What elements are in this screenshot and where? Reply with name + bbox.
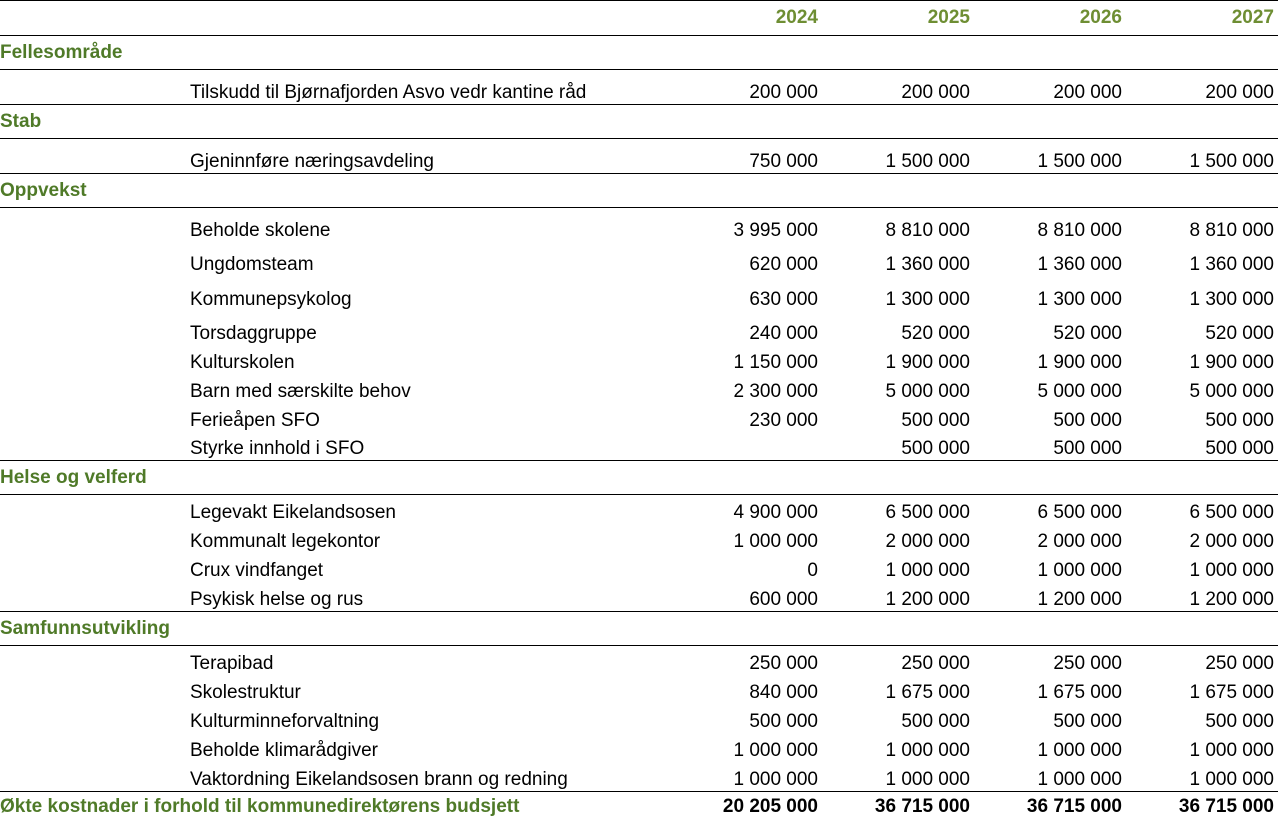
table-row [0,762,1278,792]
total-label: Økte kostnader i forhold til kommunedirektørens budsjett [0,792,670,821]
indent-cell [0,139,190,174]
table-row [0,374,1278,403]
table-row [0,70,1278,105]
indent-cell [0,432,190,461]
section-row [0,36,1278,70]
table-row [0,208,1278,243]
item-label: Barn med særskilte behov [190,374,670,403]
amount-cell: 500 000 [822,704,974,733]
table-row [0,582,1278,612]
amount-cell: 1 000 000 [974,762,1126,792]
amount-cell: 1 000 000 [822,733,974,762]
amount-cell: 6 500 000 [1126,495,1278,525]
item-label: Psykisk helse og rus [190,582,670,612]
indent-cell [0,495,190,525]
amount-cell: 620 000 [670,242,822,276]
item-label: Legevakt Eikelandsosen [190,495,670,525]
amount-cell: 1 000 000 [974,733,1126,762]
amount-cell: 1 000 000 [670,524,822,553]
amount-cell: 2 300 000 [670,374,822,403]
table-row [0,646,1278,676]
table-row [0,432,1278,461]
indent-cell [0,704,190,733]
section-title: Oppvekst [0,174,1278,208]
item-label: Crux vindfanget [190,553,670,582]
amount-cell: 1 675 000 [822,675,974,704]
item-label: Ferieåpen SFO [190,403,670,432]
amount-cell: 1 000 000 [670,733,822,762]
amount-cell: 1 900 000 [822,345,974,374]
amount-cell: 8 810 000 [1126,208,1278,243]
amount-cell: 8 810 000 [822,208,974,243]
amount-cell: 1 900 000 [1126,345,1278,374]
total-amount-cell: 36 715 000 [1126,792,1278,821]
amount-cell: 230 000 [670,403,822,432]
amount-cell: 1 000 000 [1126,733,1278,762]
indent-cell [0,311,190,345]
amount-cell: 1 000 000 [670,762,822,792]
item-label: Styrke innhold i SFO [190,432,670,461]
item-label: Vaktordning Eikelandsosen brann og redning [190,762,670,792]
amount-cell: 500 000 [1126,403,1278,432]
amount-cell: 630 000 [670,276,822,311]
indent-cell [0,70,190,105]
table-row [0,403,1278,432]
amount-cell: 1 000 000 [974,553,1126,582]
amount-cell: 5 000 000 [822,374,974,403]
amount-cell: 0 [670,553,822,582]
table-row [0,311,1278,345]
amount-cell: 1 200 000 [1126,582,1278,612]
indent-cell [0,553,190,582]
indent-cell [0,646,190,676]
indent-cell [0,403,190,432]
amount-cell: 8 810 000 [974,208,1126,243]
amount-cell: 250 000 [1126,646,1278,676]
amount-cell: 600 000 [670,582,822,612]
amount-cell: 1 500 000 [822,139,974,174]
amount-cell: 240 000 [670,311,822,345]
amount-cell: 1 000 000 [822,762,974,792]
item-label: Kommunalt legekontor [190,524,670,553]
section-row [0,105,1278,139]
amount-cell: 1 500 000 [974,139,1126,174]
indent-cell [0,524,190,553]
year-header: 2027 [1126,1,1278,36]
total-row [0,792,1278,821]
amount-cell [670,432,822,461]
item-label: Tilskudd til Bjørnafjorden Asvo vedr kantine råd [190,70,670,105]
amount-cell: 500 000 [822,403,974,432]
amount-cell: 5 000 000 [974,374,1126,403]
item-label: Kulturskolen [190,345,670,374]
item-label: Kulturminneforvaltning [190,704,670,733]
item-label: Terapibad [190,646,670,676]
header-blank-cell [190,1,670,36]
amount-cell: 500 000 [974,403,1126,432]
amount-cell: 1 200 000 [974,582,1126,612]
indent-cell [0,762,190,792]
section-row [0,461,1278,495]
table-row [0,139,1278,174]
year-header: 2024 [670,1,822,36]
amount-cell: 6 500 000 [974,495,1126,525]
table-body [0,1,1278,821]
amount-cell: 1 360 000 [974,242,1126,276]
amount-cell: 1 675 000 [974,675,1126,704]
amount-cell: 200 000 [822,70,974,105]
indent-cell [0,276,190,311]
amount-cell: 520 000 [822,311,974,345]
amount-cell: 1 500 000 [1126,139,1278,174]
section-title: Fellesområde [0,36,1278,70]
amount-cell: 1 360 000 [822,242,974,276]
item-label: Kommunepsykolog [190,276,670,311]
amount-cell: 6 500 000 [822,495,974,525]
amount-cell: 500 000 [670,704,822,733]
table-row [0,704,1278,733]
amount-cell: 2 000 000 [822,524,974,553]
section-title: Helse og velferd [0,461,1278,495]
amount-cell: 200 000 [974,70,1126,105]
item-label: Beholde klimarådgiver [190,733,670,762]
total-amount-cell: 36 715 000 [822,792,974,821]
amount-cell: 5 000 000 [1126,374,1278,403]
header-row [0,1,1278,36]
item-label: Gjeninnføre næringsavdeling [190,139,670,174]
amount-cell: 1 000 000 [822,553,974,582]
amount-cell: 500 000 [1126,432,1278,461]
table-row [0,495,1278,525]
amount-cell: 520 000 [974,311,1126,345]
amount-cell: 500 000 [974,704,1126,733]
amount-cell: 1 300 000 [822,276,974,311]
year-header: 2026 [974,1,1126,36]
section-title: Samfunnsutvikling [0,612,1278,646]
amount-cell: 1 300 000 [1126,276,1278,311]
amount-cell: 1 675 000 [1126,675,1278,704]
amount-cell: 1 900 000 [974,345,1126,374]
indent-cell [0,675,190,704]
amount-cell: 250 000 [670,646,822,676]
amount-cell: 1 300 000 [974,276,1126,311]
amount-cell: 500 000 [974,432,1126,461]
amount-cell: 1 000 000 [1126,553,1278,582]
table-row [0,345,1278,374]
amount-cell: 500 000 [1126,704,1278,733]
item-label: Ungdomsteam [190,242,670,276]
table-row [0,675,1278,704]
amount-cell: 3 995 000 [670,208,822,243]
amount-cell: 250 000 [974,646,1126,676]
amount-cell: 1 360 000 [1126,242,1278,276]
item-label: Skolestruktur [190,675,670,704]
amount-cell: 500 000 [822,432,974,461]
indent-cell [0,733,190,762]
total-amount-cell: 36 715 000 [974,792,1126,821]
amount-cell: 750 000 [670,139,822,174]
amount-cell: 2 000 000 [974,524,1126,553]
indent-cell [0,582,190,612]
amount-cell: 520 000 [1126,311,1278,345]
table-row [0,553,1278,582]
indent-cell [0,242,190,276]
table-row [0,276,1278,311]
amount-cell: 1 000 000 [1126,762,1278,792]
header-blank-cell [0,1,190,36]
year-header: 2025 [822,1,974,36]
indent-cell [0,345,190,374]
total-amount-cell: 20 205 000 [670,792,822,821]
amount-cell: 4 900 000 [670,495,822,525]
item-label: Torsdaggruppe [190,311,670,345]
amount-cell: 840 000 [670,675,822,704]
table-row [0,733,1278,762]
amount-cell: 200 000 [1126,70,1278,105]
item-label: Beholde skolene [190,208,670,243]
indent-cell [0,208,190,243]
table-row [0,524,1278,553]
section-title: Stab [0,105,1278,139]
section-row [0,612,1278,646]
amount-cell: 250 000 [822,646,974,676]
section-row [0,174,1278,208]
table-row [0,242,1278,276]
amount-cell: 200 000 [670,70,822,105]
amount-cell: 2 000 000 [1126,524,1278,553]
amount-cell: 1 200 000 [822,582,974,612]
amount-cell: 1 150 000 [670,345,822,374]
indent-cell [0,374,190,403]
